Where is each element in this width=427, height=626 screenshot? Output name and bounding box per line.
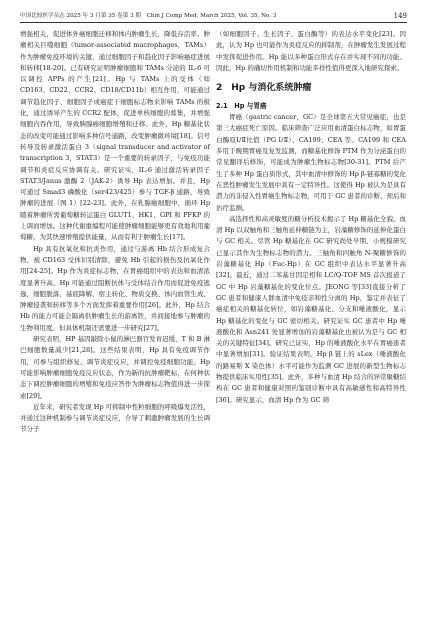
paragraph: 增强相关，促进体外癌细胞迁移和体内肿瘤生长，降低存活率。肿瘤相关巨噬细胞（tumor-associated macrophages，TAMs）作为肿瘤免疫环境的关键，通过细胞因子和趋化因子影响癌症进展和转移[18-20]。已有研究证明肿瘤细胞和 TAMs 分泌的 IL-6 可以调控 APPs 的产生[21]。Hp 与 TAMs 上的受体（如 CD163、CD22、CCR2、CD18/CD11b）相互作用，可能通过调节趋化因子、细胞因子或癌症干细胞标志物来影响 TAMs 的极化，通过诱导产生的 CCR2 配体，促进单核细胞的募集，并增强细胞内吞作用，导致胰腺癌细胞增殖和迁移。此外，Hp 糖基化状态的改变可能通过影响多种信号通路，改变肿瘤微环境[18]。信号转导及转录激活蛋白 3（signal transducer and activator of transcription 3，STAT3）是一个重要的转录因子，与免疫功能调节和炎症反应协调有关。研究证实，IL-6 通过激活转录因子 STAT3/Janus 激酶 2（JAK-2）诱导 Hp 表达增加。并且，Hp 可通过 Smad3 磷酸化（ser423/425）参与 TGF-β 通路，导致肿瘤的进展（图 1）[22-23]。此外，在乳腺癌细胞中，循环 Hp 随着肿瘤所需葡萄糖转运蛋白 GLUT1、HK1、GPI 和 PFKP 的上调而增加。这种代谢重编程可能使肿瘤细胞能够更有效地利用葡萄糖，为其快速增殖提供能量，从而有利于肿瘤生长[17]。 bbox=[20, 30, 210, 242]
right-column bbox=[216, 29, 406, 406]
page-number: 149 bbox=[393, 12, 407, 20]
section-heading: 2 Hp 与消化系统肿瘤 bbox=[216, 83, 312, 94]
subsection-heading: 2.1 Hp 与胃癌 bbox=[216, 102, 267, 111]
running-header bbox=[20, 10, 407, 23]
paragraph: 研究表明，HP 基因敲除小鼠的淋巴器官发育迟缓，T 和 B 淋巴细胞数量减少[21,28]。这些结果表明，Hp 具有免疫调节作用，可参与组织修复、调节炎症反应，并调控免疫细胞功能。Hp 可能影响肿瘤细胞免疫反应状态，作为新的抗肿瘤靶标，在何种状态下调控肿瘤细胞的增殖和免疫应答作为肿瘤标志物值得进一步探索[29]。 bbox=[20, 335, 210, 400]
paragraph: 近年来，研究者发现 Hp 可抑制中性粒细胞的呼吸爆发活性，并通过这种机制参与调节炎症反应，介导了刺激肿瘤发展的生长调节分子 bbox=[20, 402, 210, 434]
paragraph: 胃癌（gastric cancer，GC）是全球第五大常见癌症，也是第三大癌症死亡原因。临床筛查广泛应用血清蛋白标志物，如胃蛋白酶原Ⅰ/Ⅱ比值（PG Ⅰ/Ⅱ）、CA199、CEA 等。CA199 和 CEA 多用于晚期胃癌及复发监测，而糖基化修饰 PTM 作为分泌蛋白的常见翻译后修饰，可能成为肿瘤生物标志物[30-31]。PTM 后产生了多种 Hp 蛋白质形式，其中血清中修饰的 Hp β-链寡糖的变化在恶性肿瘤发生发展中具有一定特异性。这使得 Hp 被认为是具有潜力的非侵入性胃癌生物标志物，可用于 GC 患者的诊断、预后和治疗监测。 bbox=[216, 113, 406, 212]
paragraph: Hp 具有抗氧化和抗炎作用，通过与游离 Hb 结合形成复合物，被 CD163 受体识别清除，避免 Hb 引起的损伤及抗氧化作用[24-25]。Hp 作为炎症标志物，在胃癌组织中的表达和血清浓度显著升高，Hp 可能通过阻断抗体与受体结合作用而促进免疫逃逸，细胞脱落、基底降解、宿主转化、物质交换、体内血管生成、肿瘤侵袭和转移等多个方面发挥着重要作用[26]。此外，Hp 结合 Hb 的能力可能会隔离供肿瘤生长的游离铁，并间接地参与肿瘤的生物利用度。但具体机制还需要进一步研究[27]。 bbox=[20, 244, 210, 332]
paragraph: （如细胞因子、生长因子、蛋白酶等）的表达水平变化[23]。因此，认为 Hp 也可能作为炎症反应的抑制剂，在肿瘤发生发展过程中发挥促进作用。Hp 能以多种蛋白形式存在并实现不同的功能。因此，Hp 的确切作用机制和功能多样性值得更深入地研究探索。 bbox=[216, 30, 406, 72]
left-column bbox=[20, 29, 210, 436]
journal-citation: 中国比较医学杂志 2025 年 3 月第 35 卷第 3 期 Chin J Comp Med, March 2025, Vol. 35, No. 3 bbox=[20, 13, 277, 19]
paragraph: 高选择性和高灵敏度的糖分析技术揭示了 Hp 糖基化全貌。血清 Hp 以双触角和三触角延伸糖链为主，岩藻糖修饰的延伸化蛋白与 GC 相关。尽管 Hp 糖基化在 GC 研究尚处早期，小规模研究已显示其作为生物标志物的潜力。三触角和四触角 N-聚糖修饰的岩藻糖基化 Hp（Fuc-Hp）在 GC 组织中表达水平显著升高[32]。最近，通过二苯基甘因定相和 LC/Q-TOF MS 首次报道了 GC 中 Hp 岩藻糖基化的变化位点。JEONG 等[33]直接分析了 GC 患者和健康人群血清中免疫亲和性分离的 Hp，鉴定并表征了癌症相关的糖基化转位，如岩藻糖基化、分支和唾液酸化，显示 Hp 糖基化的变化与 GC 密切相关。研究证实 GC 患者中 Hp 唾液酸化和 Asn241 处显著增加的岩藻糖基化也被认为是与 GC 相关的关键特征[34]。研究已证实，Hp 的唾液酸化水平在胃癌患者中显著增加[31]。验证结果表明，Hp β 链上的 sLex（唾液酸化的路易斯 X 染色体）水平可能作为监测 GC 进展的新型生物标志物提供临床实用性[35]。此外，多种与血清 Hp 结合的异常聚糖结构在 GC 患者和健康对照的鉴别诊断中具有高敏感性和高特异性[36]。研究显示，血清 Hp 作为 GC 筛 bbox=[216, 214, 406, 404]
